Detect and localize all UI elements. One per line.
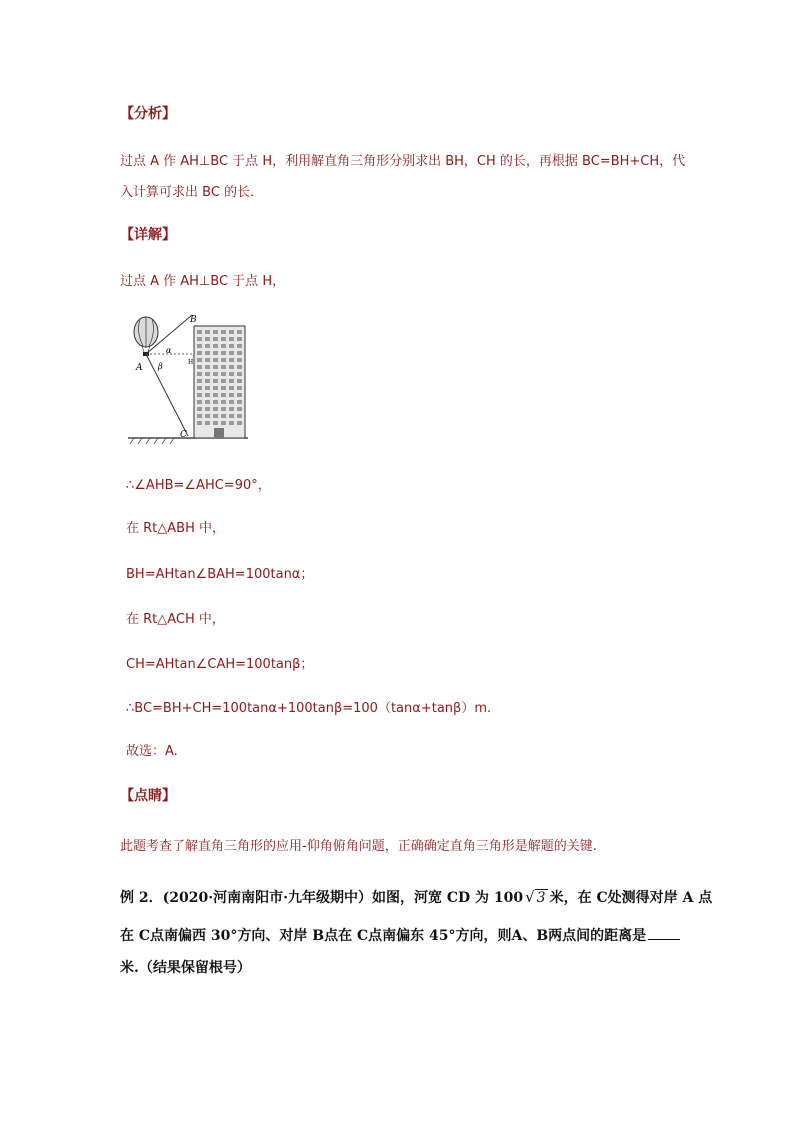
building-window (229, 407, 234, 411)
building-window (213, 344, 218, 348)
detail-step-2: 在 Rt△ABH 中， (126, 521, 225, 536)
building-window (237, 421, 242, 425)
building-window (221, 351, 226, 355)
building-window (197, 351, 202, 355)
building-window (197, 337, 202, 341)
building-window (205, 379, 210, 383)
building-window (237, 414, 242, 418)
label-C: C (180, 430, 187, 440)
building-window (221, 365, 226, 369)
detail-step-6: ∴BC=BH+CH=100tanα+100tanβ=100（tanα+tanβ）m. (126, 701, 492, 716)
analysis-line-1: 过点 A 作 AH⊥BC 于点 H，利用解直角三角形分别求出 BH，CH 的长，再根据 BC=BH+CH，代 (120, 154, 686, 169)
building-window (221, 407, 226, 411)
building-window (213, 351, 218, 355)
building-window (237, 372, 242, 376)
building-window (205, 393, 210, 397)
building-window (197, 330, 202, 334)
building-window (221, 337, 226, 341)
building-window (221, 393, 226, 397)
building-window (237, 400, 242, 404)
building-window (205, 400, 210, 404)
building-window (205, 386, 210, 390)
building-window (229, 400, 234, 404)
building-window (205, 414, 210, 418)
building-window (229, 365, 234, 369)
building-window (197, 372, 202, 376)
example-line-2-text: 在 C点南偏西 30°方向、对岸 B点在 C点南偏东 45°方向，则A、B两点间的距离是 (120, 928, 647, 944)
detail-intro: 过点 A 作 AH⊥BC 于点 H， (120, 274, 286, 289)
building-window (213, 414, 218, 418)
balloon-building-figure (126, 312, 250, 448)
building-window (205, 337, 210, 341)
building-window (229, 337, 234, 341)
building-window (205, 358, 210, 362)
comment-text: 此题考查了解直角三角形的应用-仰角俯角问题，正确确定直角三角形是解题的关键. (120, 839, 597, 854)
building-window (213, 407, 218, 411)
detail-step-4: 在 Rt△ACH 中， (126, 612, 225, 627)
building-window (205, 407, 210, 411)
building-window (213, 330, 218, 334)
label-H: H (188, 359, 194, 366)
building-window (237, 365, 242, 369)
building-window (197, 407, 202, 411)
building-window (221, 344, 226, 348)
sqrt-expression: √ 3 (525, 888, 546, 906)
building-window (213, 379, 218, 383)
building-window (237, 358, 242, 362)
building-window (229, 386, 234, 390)
building-window (197, 358, 202, 362)
building-window (229, 379, 234, 383)
building-window (229, 393, 234, 397)
building-window (221, 358, 226, 362)
detail-step-1: ∴∠AHB=∠AHC=90°， (126, 478, 271, 493)
building-window (221, 400, 226, 404)
example-line-1 (120, 887, 712, 907)
building-window (237, 337, 242, 341)
building-window (221, 421, 226, 425)
building-window (221, 414, 226, 418)
building-window (213, 400, 218, 404)
building-window (237, 379, 242, 383)
building-window (197, 365, 202, 369)
building-window (221, 372, 226, 376)
detail-step-7: 故选：A. (126, 744, 178, 759)
label-beta: β (158, 362, 163, 371)
building-window (197, 386, 202, 390)
building-window (205, 365, 210, 369)
building-window (221, 330, 226, 334)
building-window (197, 379, 202, 383)
building-window (197, 393, 202, 397)
building-window (205, 351, 210, 355)
analysis-heading: 【分析】 (120, 106, 176, 122)
sqrt-number: 3 (536, 890, 546, 906)
detail-heading: 【详解】 (120, 227, 176, 243)
building-window (197, 400, 202, 404)
answer-blank (648, 927, 680, 940)
building-window (213, 337, 218, 341)
building-window (237, 351, 242, 355)
example-line-1-prefix: 例 2．(2020·河南南阳市·九年级期中）如图，河宽 CD 为 100 (120, 890, 524, 906)
label-B: B (190, 315, 197, 325)
building-window (221, 386, 226, 390)
example-line-1-suffix: 米，在 C处测得对岸 A 点 (549, 890, 713, 906)
building-window (197, 421, 202, 425)
building-window (213, 393, 218, 397)
comment-heading: 【点睛】 (120, 788, 176, 804)
building-window (213, 365, 218, 369)
building-window (229, 358, 234, 362)
example-line-3: 米.（结果保留根号） (120, 960, 251, 976)
detail-step-5: CH=AHtan∠CAH=100tanβ； (126, 657, 314, 672)
building-window (237, 386, 242, 390)
building-window (229, 330, 234, 334)
building-window (237, 344, 242, 348)
building-window (237, 330, 242, 334)
building-window (197, 344, 202, 348)
building-window (237, 393, 242, 397)
building-window (213, 421, 218, 425)
building-window (213, 372, 218, 376)
building-window (205, 344, 210, 348)
label-A: A (136, 363, 143, 373)
building-window (221, 379, 226, 383)
analysis-line-2: 入计算可求出 BC 的长. (120, 185, 255, 200)
building-window (229, 351, 234, 355)
building-window (229, 344, 234, 348)
example-line-2 (120, 925, 680, 945)
building-window (237, 407, 242, 411)
detail-step-3: BH=AHtan∠BAH=100tanα； (126, 567, 314, 582)
building-window (229, 414, 234, 418)
label-alpha: α (166, 346, 172, 355)
building-window (213, 358, 218, 362)
building-window (205, 421, 210, 425)
building-window (229, 421, 234, 425)
building-window (205, 372, 210, 376)
building-window (213, 386, 218, 390)
building-window (205, 330, 210, 334)
building-window (197, 414, 202, 418)
building-window (229, 372, 234, 376)
